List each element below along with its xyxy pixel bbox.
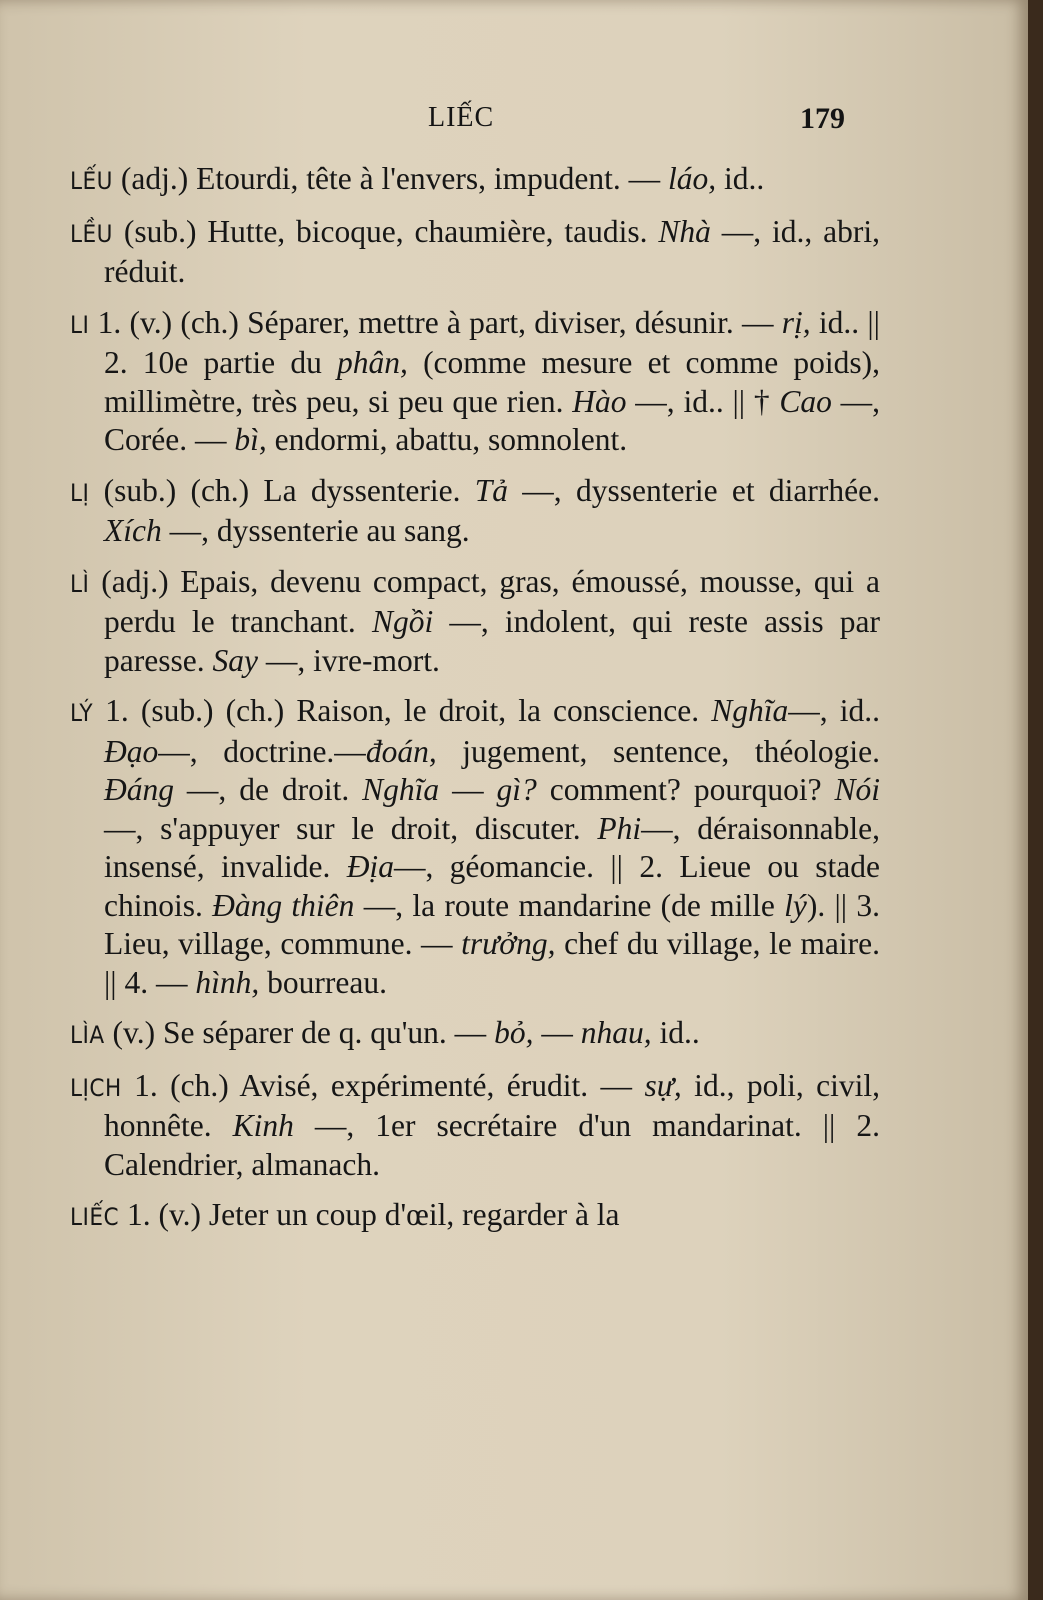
gloss-text: 1. (v.) (ch.) Séparer, mettre à part, diviser, désunir. —	[89, 304, 782, 340]
vietnamese-term: đoán,	[365, 733, 437, 769]
gloss-text: —, la route mandarine (de mille	[354, 887, 785, 923]
gloss-text: —, id., abri, réduit.	[104, 213, 880, 289]
gloss-text: —	[533, 1015, 581, 1050]
vietnamese-term: Xích	[104, 513, 162, 548]
vietnamese-term: Say	[212, 642, 258, 678]
vietnamese-term: Ngồi	[371, 604, 434, 639]
gloss-text: 1. (sub.) (ch.) Raison, le droit, la conscience.	[93, 693, 712, 728]
gloss-text: —, s'appuyer sur le droit, discuter.	[104, 810, 598, 846]
vietnamese-term: Tả	[474, 472, 509, 508]
vietnamese-term: trưởng,	[461, 926, 556, 961]
gloss-text: bourreau.	[259, 964, 387, 1000]
gloss-text: comment? pourquoi?	[536, 772, 835, 807]
dictionary-entry	[70, 1014, 880, 1055]
headword: LỊCH	[70, 1073, 122, 1102]
gloss-text: (comme mesure et comme poids), millimètre, très peu, si peu que rien.	[104, 345, 881, 419]
vietnamese-term: gì?	[496, 772, 537, 807]
headword: LIẾC	[70, 1203, 120, 1231]
gloss-text: id..	[651, 1015, 700, 1050]
vietnamese-term: bỏ,	[494, 1015, 534, 1050]
headword: LÌA	[70, 1021, 105, 1049]
running-head: LIẾC	[428, 102, 495, 133]
gloss-text: (sub.) (ch.) La dyssenterie.	[89, 472, 475, 508]
headword: LỀU	[70, 219, 113, 248]
gloss-text: 1. (v.) Jeter un coup d'œil, regarder à la	[119, 1197, 620, 1232]
vietnamese-term: Đạo	[104, 733, 159, 769]
headword: LI	[70, 310, 90, 339]
dictionary-entry	[70, 160, 880, 201]
vietnamese-term: bì,	[234, 422, 267, 457]
gloss-text: endormi, abattu, somnolent.	[266, 422, 628, 457]
vietnamese-term: Hào	[572, 383, 627, 419]
headword: LẾU	[70, 167, 113, 195]
gloss-text: id., poli, civil, honnête.	[104, 1067, 880, 1143]
vietnamese-term: lý	[784, 887, 807, 923]
gloss-text: 1. (ch.) Avisé, expérimenté, érudit. —	[121, 1067, 645, 1103]
gloss-text: jugement, sentence, théologie.	[436, 733, 880, 769]
vietnamese-term: nhau,	[580, 1015, 652, 1050]
gloss-text: —, ivre-mort.	[257, 642, 440, 678]
gloss-text: (adj.) Etourdi, tête à l'envers, impudent. —	[112, 161, 669, 196]
vietnamese-term: sự,	[644, 1067, 682, 1103]
gloss-text: —, 1er secrétaire d'un mandarinat. || 2. Calendrier, almanach.	[104, 1108, 880, 1182]
vietnamese-term: Cao	[779, 383, 832, 419]
gloss-text: —	[439, 772, 497, 807]
vietnamese-term: Kinh	[232, 1108, 294, 1143]
headword: LÝ	[70, 699, 94, 727]
gloss-text: —, id.. || †	[626, 383, 780, 419]
dictionary-entry	[70, 563, 880, 681]
gloss-text: id..	[716, 161, 765, 196]
vietnamese-term: rị,	[781, 304, 811, 340]
headword: LÌ	[70, 569, 90, 598]
gloss-text: (v.) Se séparer de q. qu'un. —	[104, 1015, 495, 1050]
vietnamese-term: láo,	[668, 161, 717, 196]
vietnamese-term: Đàng thiên	[212, 887, 355, 923]
vietnamese-term: Địa	[346, 849, 394, 884]
dictionary-entry	[70, 1067, 880, 1185]
vietnamese-term: Nghĩa	[362, 772, 440, 807]
gloss-text: —, dyssenterie au sang.	[161, 513, 470, 548]
gloss-text: —, Corée. —	[104, 383, 881, 457]
gloss-text: —, id..	[788, 693, 880, 728]
dictionary-entry	[70, 213, 880, 292]
vietnamese-term: Nghĩa	[711, 693, 789, 728]
page-number: 179	[800, 102, 845, 135]
gloss-text: (adj.) Epais, devenu compact, gras, émoussé, mousse, qui a perdu le tranchant.	[89, 563, 880, 639]
dictionary-entry	[70, 1196, 880, 1237]
vietnamese-term: hình,	[195, 964, 260, 1000]
gloss-text: —, doctrine.—	[158, 733, 366, 769]
dictionary-entry	[70, 692, 880, 1002]
vietnamese-term: Nhà	[658, 213, 711, 249]
gloss-text: —, indolent, qui reste assis par paresse.	[104, 604, 881, 678]
gloss-text: —, géomancie. || 2. Lieue ou stade chinois.	[104, 849, 880, 923]
gloss-text: chef du village, le maire. || 4. —	[104, 926, 880, 1000]
gloss-text: —, de droit.	[174, 772, 363, 807]
vietnamese-term: Đáng	[104, 772, 174, 807]
dictionary-entries	[70, 160, 880, 1249]
gloss-text: (sub.) Hutte, bicoque, chaumière, taudis.	[112, 213, 659, 249]
vietnamese-term: Phi	[597, 810, 642, 846]
dictionary-entry	[70, 472, 880, 551]
gloss-text: ). || 3. Lieu, village, commune. —	[104, 887, 881, 961]
headword: LỊ	[70, 478, 90, 507]
gloss-text: —, dyssenterie et diarrhée.	[508, 472, 880, 508]
gloss-text: id.. || 2. 10e partie du	[104, 304, 880, 380]
vietnamese-term: Nói	[834, 772, 880, 807]
gloss-text: —, déraisonnable, insensé, invalide.	[104, 810, 880, 884]
page-header	[0, 102, 1028, 142]
vietnamese-term: phân,	[337, 345, 408, 380]
dictionary-entry	[70, 304, 880, 460]
